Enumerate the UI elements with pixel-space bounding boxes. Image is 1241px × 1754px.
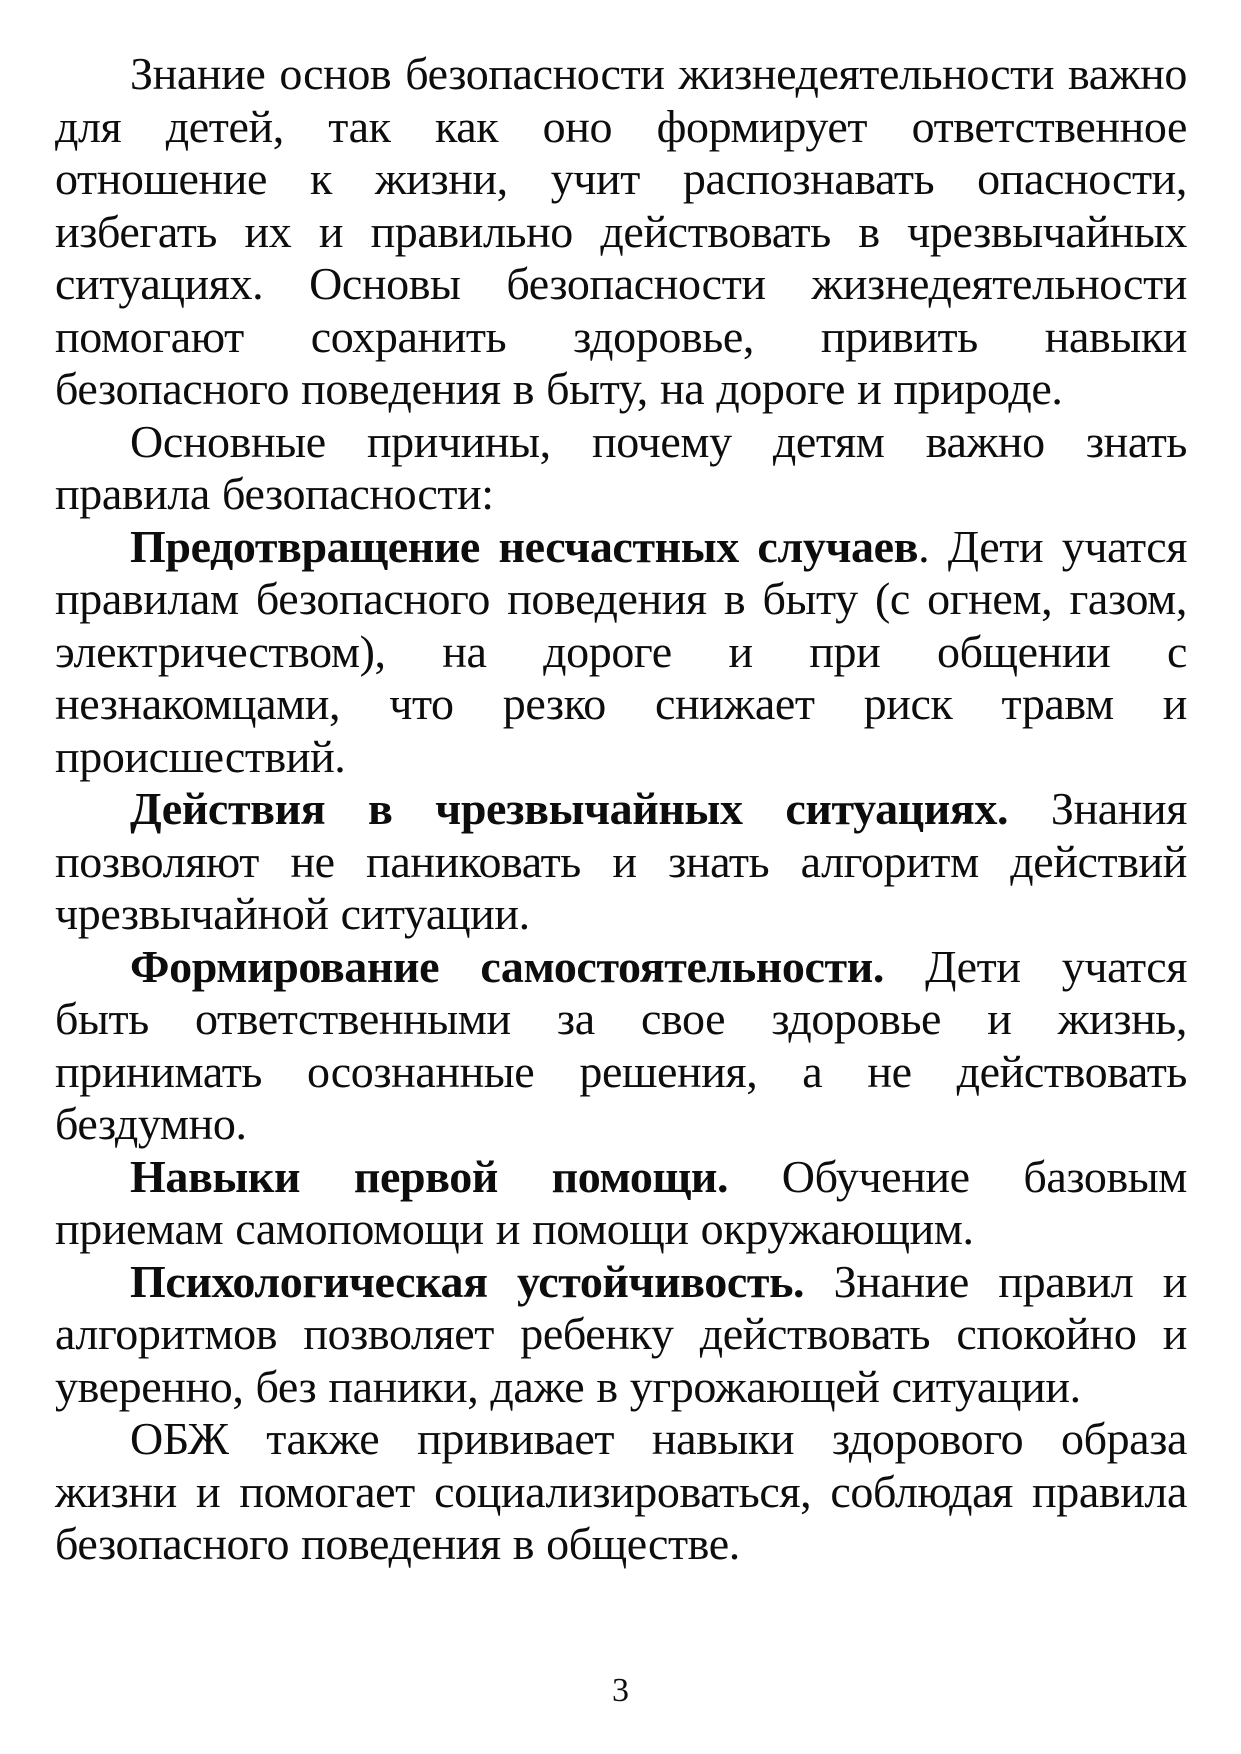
paragraph (55, 1413, 1187, 1571)
paragraph (55, 783, 1187, 941)
paragraph (55, 1151, 1187, 1256)
page-number: 3 (612, 1672, 629, 1709)
paragraph-text: Основные причины, почему детям важно знать правила безопасности: (55, 415, 1187, 519)
paragraph-text: ОБЖ также прививает навыки здорового образа жизни и помогает социализироваться, соблюдая правила безопасного поведения в обществе. (55, 1413, 1187, 1569)
paragraph-text: Дети учатся быть ответственными за свое здоровье и жизнь, принимать осознанные решения, а не действовать бездумно. (55, 940, 1187, 1149)
paragraph (55, 416, 1187, 521)
paragraph-lead: Навыки первой помощи. (130, 1150, 729, 1202)
paragraph-text: . Дети учатся правилам безопасного поведения в быту (с огнем, газом, электричеством), на дороге и при общении с незнакомцами, что резко снижает риск травм и происшествий. (55, 520, 1187, 782)
paragraph (55, 1256, 1187, 1414)
paragraph-text: Знание правил и алгоритмов позволяет ребенку действовать спокойно и уверенно, без паники, даже в угрожающей ситуации. (55, 1255, 1187, 1412)
document-body (55, 48, 1187, 1571)
paragraph-lead: Психологическая устойчивость. (130, 1255, 805, 1307)
paragraph-text: Обучение базовым приемам самопомощи и помощи окружающим. (55, 1150, 1188, 1254)
paragraph-lead: Формирование самостоятельности. (130, 940, 884, 992)
paragraph (55, 48, 1187, 416)
paragraph-lead: Действия в чрезвычайных ситуациях. (130, 783, 1009, 834)
paragraph-text: Знания позволяют не паниковать и знать алгоритм действий чрезвычайной ситуации. (55, 783, 1188, 939)
paragraph (55, 521, 1187, 784)
paragraph-text: Знание основ безопасности жизнедеятельности важно для детей, так как оно формирует ответственное отношение к жизни, учит распознавать опасности, избегать их и правильно действовать в чрезвычайных ситуациях. Основы безопасности жизнедеятельности помогают сохранить здоровье, привить навыки безопасного поведения в быту, на дороге и природе. (55, 48, 1187, 414)
paragraph (55, 941, 1187, 1151)
paragraph-lead: Предотвращение несчастных случаев (130, 520, 919, 572)
